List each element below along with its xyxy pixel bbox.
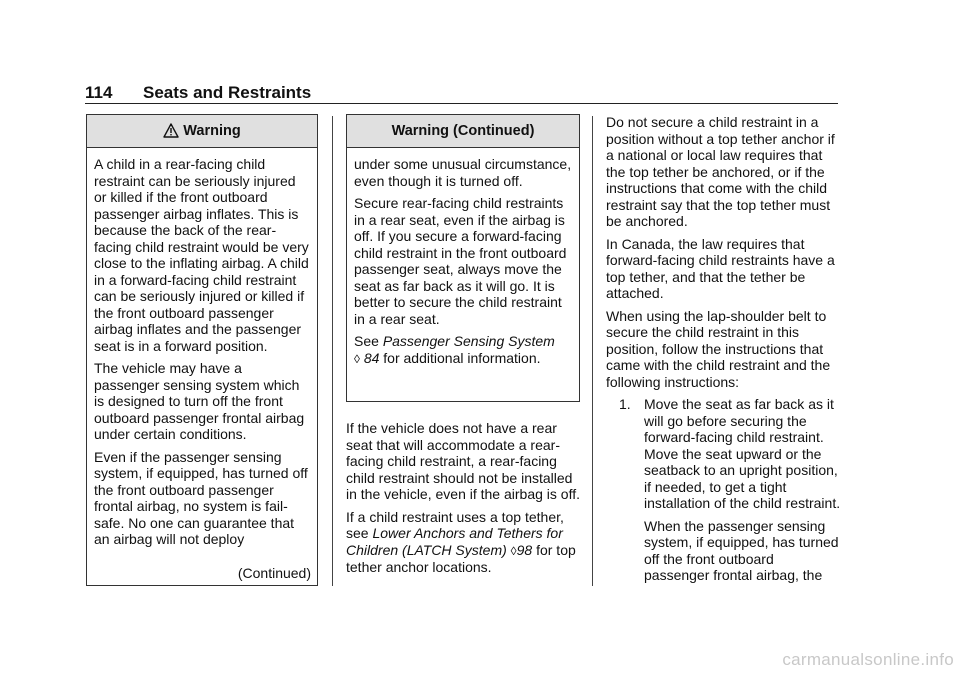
warning-header [87,115,317,148]
warning-continued-box [346,114,580,402]
see-reference: See Passenger Sensing System ◊ 84 for additional information. [354,333,555,366]
warning-title: Warning [183,123,241,139]
warning-paragraph: A child in a rear-facing child restraint can be seriously injured or killed if the front outboard passenger airbag inflates. This is because the back of the rear-facing child restraint would be very close to the inflating airbag. A child in a forward-facing child restraint can be seriously injured or killed if the front outboard passenger airbag inflates and the passenger seat is in a forward position. [94,156,309,354]
body-paragraph: If a child restraint uses a top tether, see Lower Anchors and Tethers for Children (LATCH System) ◊98 for top tether anchor locations. [346,508,576,575]
page-ref-icon: ◊ [510,543,517,558]
body-paragraph: In Canada, the law requires that forward-facing child restraints have a top tether, and that the tether be attached. [606,235,835,301]
passenger-sensing-link[interactable]: Passenger Sensing System [382,333,555,349]
warning-paragraph: Secure rear-facing child restraints in a rear seat, even if the airbag is off. If you secure a forward-facing child restraint in the front outboard passenger seat, always move the seat as far back as it will go. It is better to secure the child restraint in a rear seat. [354,195,567,327]
warning-box [86,114,318,586]
header-rule [85,103,838,104]
column-2-text [346,420,584,582]
page-ref-number[interactable]: 84 [363,349,380,366]
warning-triangle-icon [163,118,179,150]
body-paragraph: When using the lap-shoulder belt to secure the child restraint in this position, follow the instructions that came with the child restraint and the following instructions: [606,307,831,390]
section-title: Seats and Restraints [143,83,312,102]
column-divider-2 [592,116,593,586]
warning-continued-header [347,115,579,148]
list-number: 1. [619,396,631,412]
column-divider-1 [332,116,333,586]
body-paragraph: Do not secure a child restraint in a position without a top tether anchor if a national or local law requires that the top tether be anchored, or if the instructions that come with the child restraint say that the top tether must be anchored. [606,114,835,229]
warning-paragraph: Even if the passenger sensing system, if equipped, has turned off the front outboard passenger frontal airbag, no system is fail-safe. No one can guarantee that an airbag will not deploy [94,448,308,547]
body-paragraph: If the vehicle does not have a rear seat that will accommodate a rear-facing child restraint, a rear-facing child restraint should not be installed in the vehicle, even if the airbag is off. [346,420,580,502]
list-item [619,396,842,512]
list-subparagraph: When the passenger sensing system, if equipped, has turned off the front outboard passenger frontal airbag, the [644,517,839,583]
watermark: carmanualsonline.info [782,650,954,669]
page-number: 114 [85,83,113,102]
latch-system-link[interactable]: Lower Anchors and Tethers for Children (LATCH System) [346,525,563,558]
warning-paragraph: under some unusual circumstance, even though it is turned off. [354,156,572,189]
warning-continued-title: Warning (Continued) [391,123,535,139]
list-text: Move the seat as far back as it will go before securing the forward-facing child restraint. Move the seat upward or the seatback to an upright position, if needed, to get a tight installation of the child restraint. [644,396,841,511]
page-ref-icon: ◊ [354,351,360,366]
column-3-text [606,114,842,590]
continued-label: (Continued) [237,564,311,581]
page-ref-number[interactable]: 98 [516,541,533,558]
warning-paragraph: The vehicle may have a passenger sensing system which is designed to turn off the front outboard passenger frontal airbag under certain conditions. [94,360,305,442]
